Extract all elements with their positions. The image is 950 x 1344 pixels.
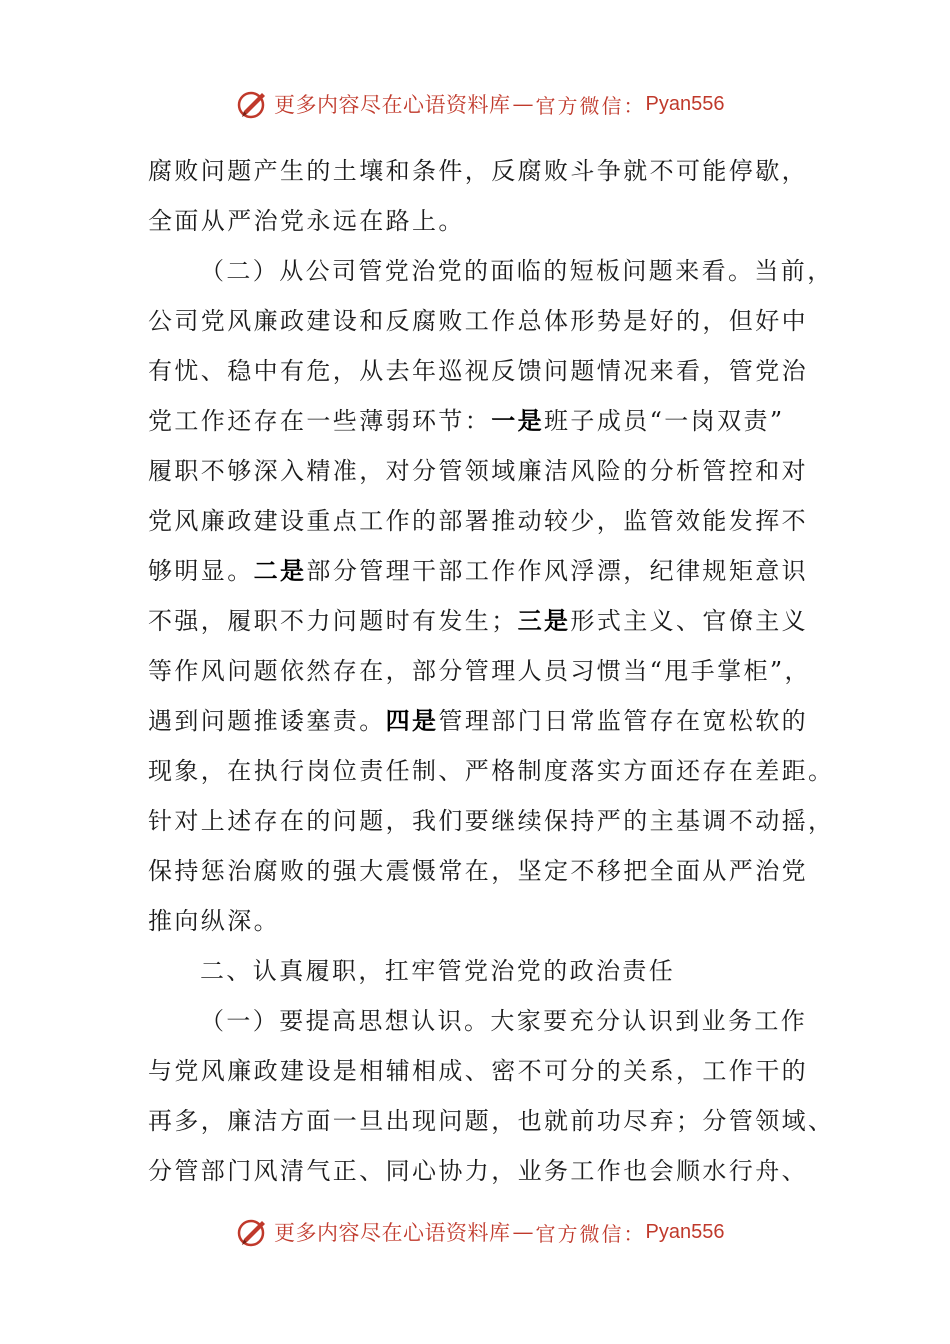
text-line: 针对上述存在的问题，我们要继续保持严的主基调不动摇， [148, 807, 835, 835]
text-line: 保持惩治腐败的强大震慑常在，坚定不移把全面从严治党 [148, 857, 808, 885]
header-banner [236, 84, 756, 124]
text-span: 部分管理干部工作作风浮漂，纪律规矩意识 [306, 557, 809, 585]
emphasis-first: 一是 [491, 406, 545, 435]
text-line: 履职不够深入精准，对分管领域廉洁风险的分析管控和对 [148, 457, 808, 485]
emphasis-second: 二是 [253, 556, 307, 585]
text-span: 党工作还存在一些薄弱环节： [148, 407, 492, 435]
text-line [148, 396, 798, 446]
text-line: 与党风廉政建设是相辅相成、密不可分的关系，工作干的 [148, 1057, 808, 1085]
pen-logo-icon [236, 1215, 270, 1249]
text-line: 分管部门风清气正、同心协力，业务工作也会顺水行舟、 [148, 1157, 808, 1185]
text-line: 公司党风廉政建设和反腐败工作总体形势是好的，但好中 [148, 307, 808, 335]
text-line: 推向纵深。 [148, 907, 280, 935]
text-span: 班子成员“一岗双责” [544, 407, 785, 435]
wechat-label: 官方微信： [535, 93, 646, 118]
emphasis-fourth: 四是 [385, 706, 439, 735]
text-span: 够明显。 [148, 557, 254, 585]
wechat-id: Pyan556 [645, 1220, 725, 1243]
text-line: 腐败问题产生的土壤和条件，反腐败斗争就不可能停歇， [148, 157, 808, 185]
text-span: 遇到问题推诿塞责。 [148, 707, 386, 735]
wechat-id: Pyan556 [645, 92, 725, 115]
text-line: 有忧、稳中有危，从去年巡视反馈问题情况来看，管党治 [148, 357, 808, 385]
text-line: 全面从严治党永远在路上。 [148, 207, 465, 235]
text-line: 党风廉政建设重点工作的部署推动较少，监管效能发挥不 [148, 507, 808, 535]
text-line: 再多，廉洁方面一旦出现问题，也就前功尽弃；分管领域、 [148, 1107, 835, 1135]
section-heading: 二、认真履职，扛牢管党治党的政治责任 [200, 957, 676, 985]
text-line [148, 596, 809, 646]
text-span: 形式主义、官僚主义 [570, 607, 809, 635]
text-line: 现象，在执行岗位责任制、严格制度落实方面还存在差距。 [148, 757, 835, 785]
banner-separator: — [512, 92, 534, 116]
banner-text: 更多内容尽在心语资料库 [274, 1221, 511, 1245]
footer-banner [236, 1212, 756, 1252]
text-line [148, 696, 809, 746]
banner-text: 更多内容尽在心语资料库 [274, 93, 511, 117]
text-span: 管理部门日常监管存在宽松软的 [438, 707, 809, 735]
wechat-label: 官方微信： [535, 1221, 646, 1246]
pen-logo-icon [236, 87, 270, 121]
paragraph-start: （二）从公司管党治党的面临的短板问题来看。当前， [200, 257, 834, 285]
text-line: 等作风问题依然存在，部分管理人员习惯当“甩手掌柜”， [148, 657, 811, 685]
banner-separator: — [512, 1220, 534, 1244]
emphasis-third: 三是 [517, 606, 571, 635]
text-line [148, 546, 809, 596]
document-body [148, 146, 835, 1196]
paragraph-start: （一）要提高思想认识。大家要充分认识到业务工作 [200, 1007, 808, 1035]
text-span: 不强，履职不力问题时有发生； [148, 607, 518, 635]
